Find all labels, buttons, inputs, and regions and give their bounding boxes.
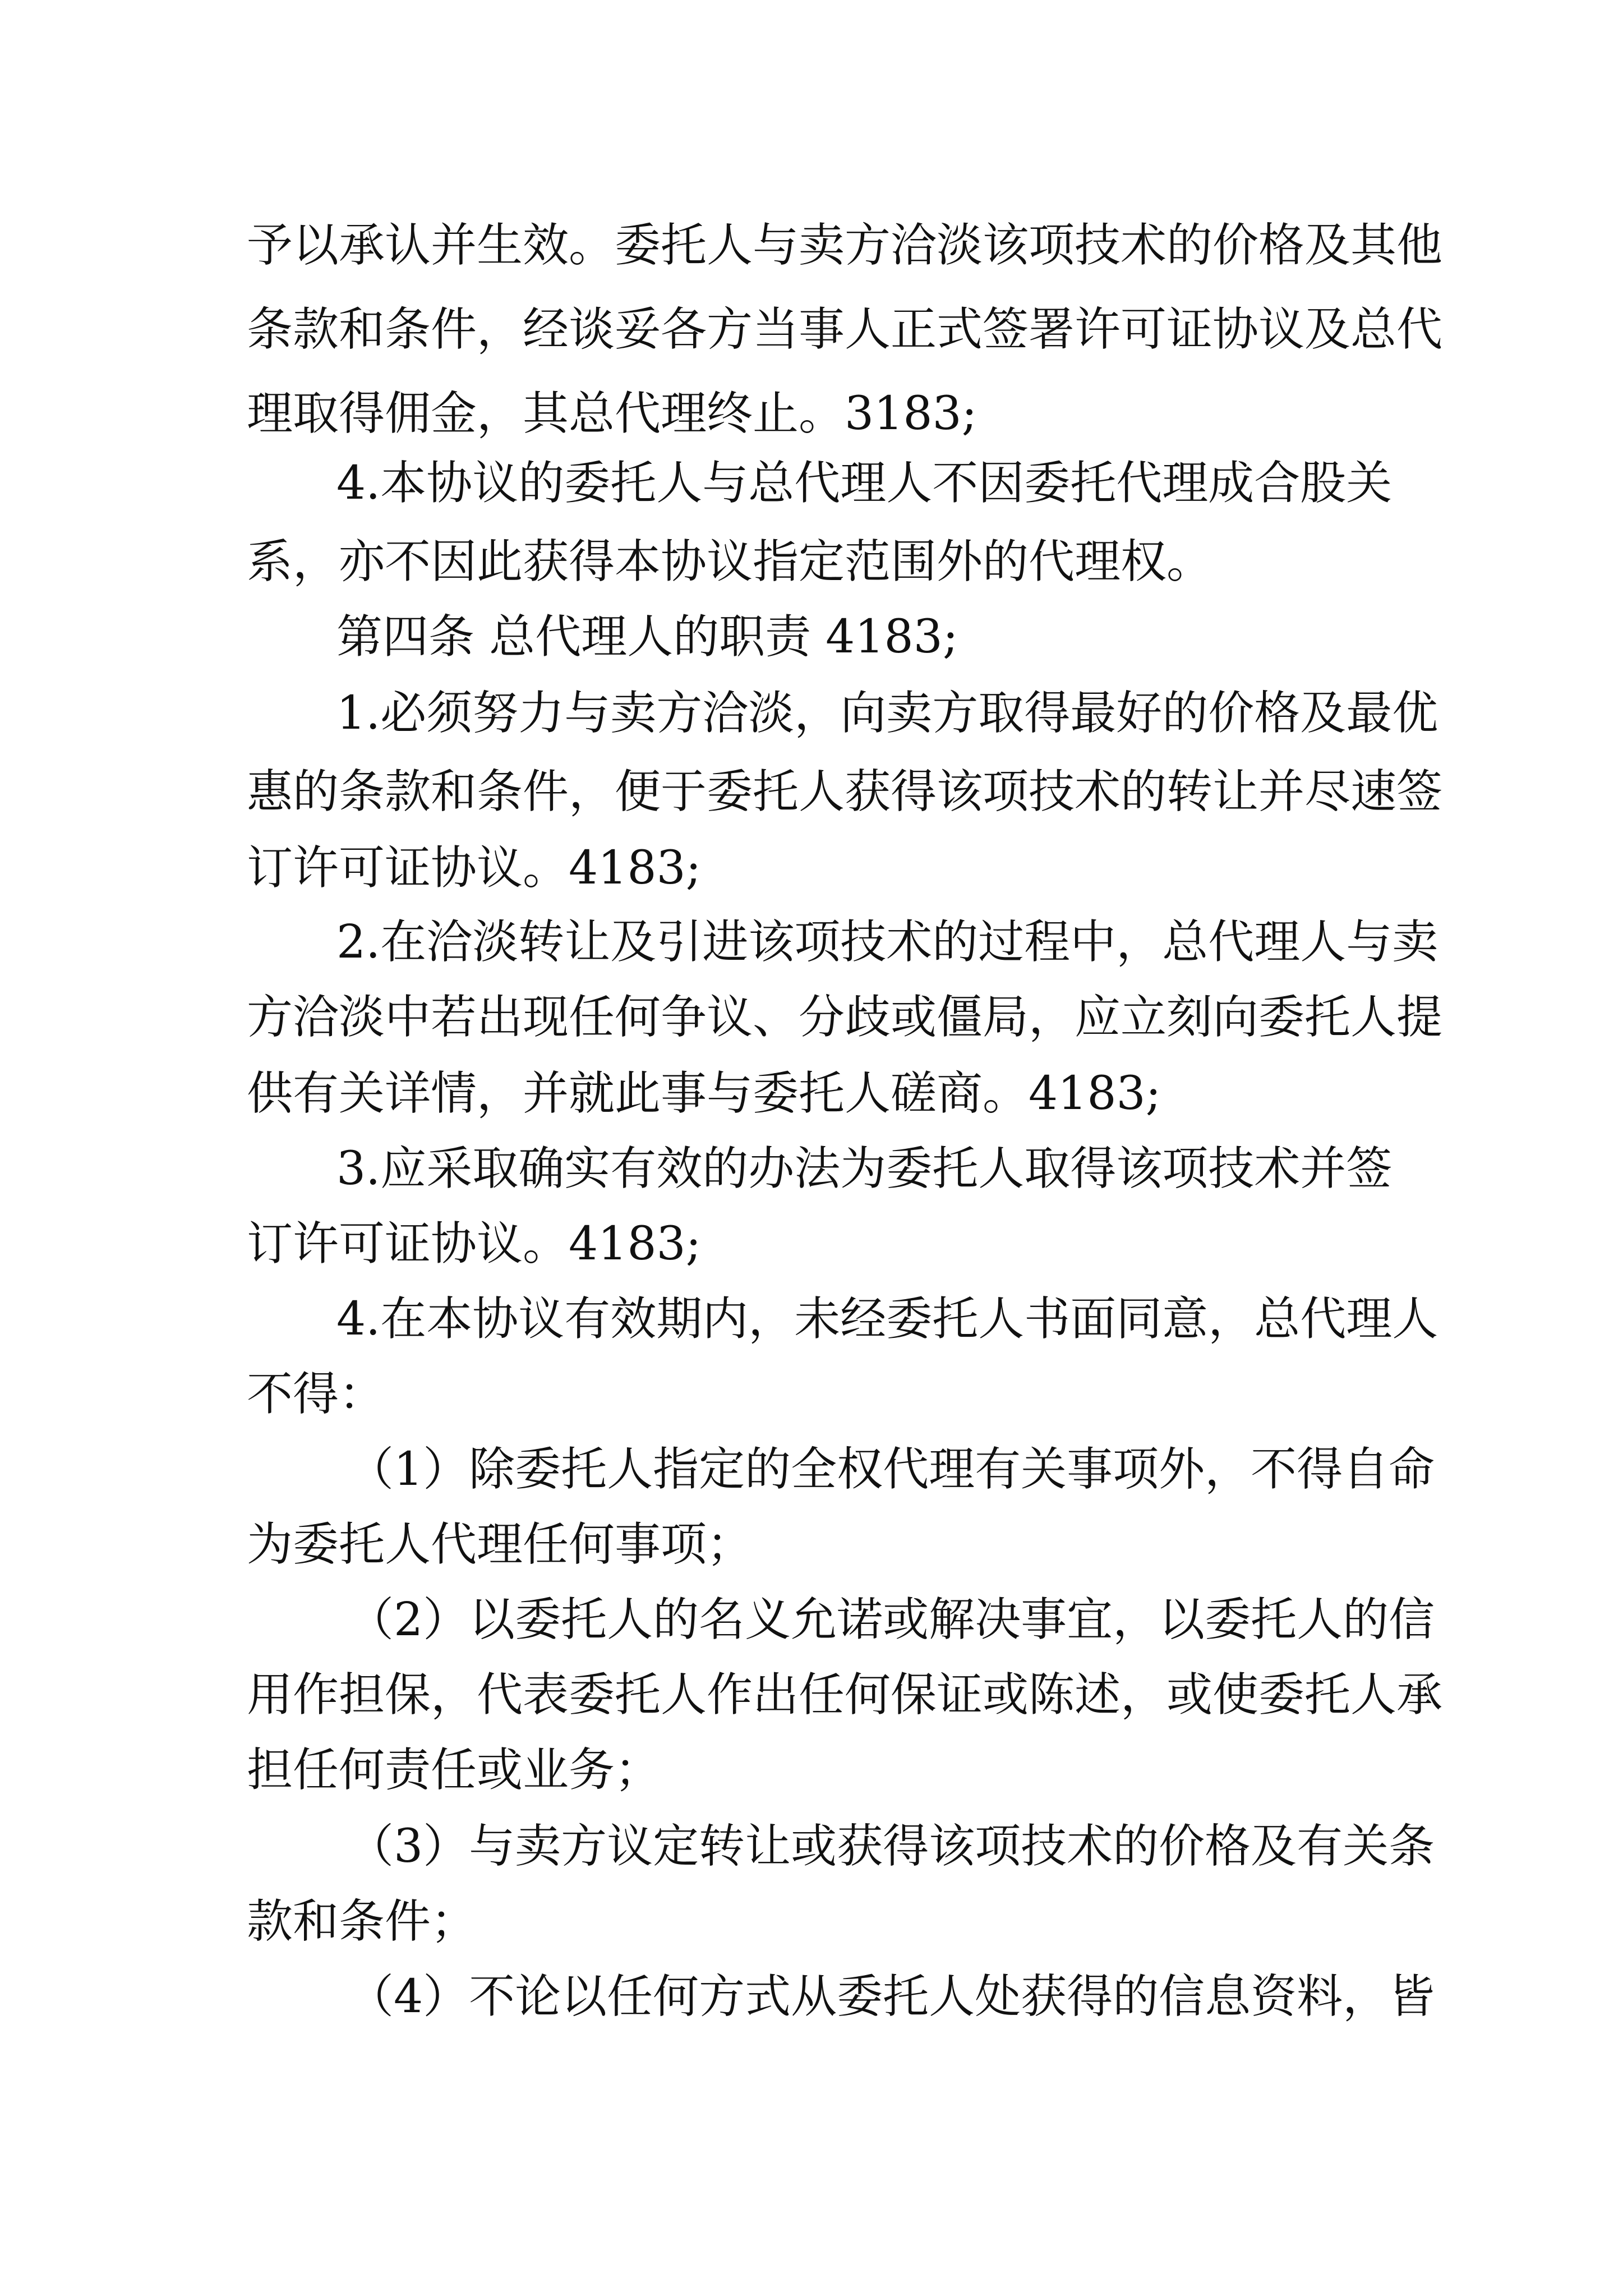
text-line: 方洽淡中若出现任何争议、分歧或僵局，应立刻向委托人提 — [247, 991, 1443, 1044]
text-line: 予以承认并生效。委托人与卖方洽淡该项技术的价格及其他 — [247, 219, 1443, 272]
text-line: 条款和条件，经谈妥各方当事人正式签署许可证协议及总代 — [247, 303, 1443, 356]
text-line: 用作担保，代表委托人作出任何保证或陈述，或使委托人承 — [247, 1668, 1443, 1722]
text-line: 不得： — [247, 1368, 385, 1421]
text-line: 4.本协议的委托人与总代理人不因委托代理成合股关 — [336, 457, 1393, 510]
text-line: 1.必须努力与卖方洽淡，向卖方取得最好的价格及最优 — [336, 687, 1438, 740]
section-heading: 第四条 总代理人的职责 4183; — [336, 610, 958, 664]
text-line: 理取得佣金，其总代理终止。3183; — [247, 387, 978, 440]
text-line: 为委托人代理任何事项； — [247, 1518, 753, 1571]
text-line: 惠的条款和条件，便于委托人获得该项技术的转让并尽速签 — [247, 765, 1443, 818]
text-line: 订许可证协议。4183; — [247, 841, 702, 895]
list-item: （2）以委托人的名义允诺或解决事宜，以委托人的信 — [348, 1593, 1435, 1646]
text-line: 4.在本协议有效期内，未经委托人书面同意，总代理人 — [336, 1292, 1438, 1346]
text-line: 系，亦不因此获得本协议指定范围外的代理权。 — [247, 535, 1213, 588]
text-line: 3.应采取确实有效的办法为委托人取得该项技术并签 — [336, 1142, 1393, 1195]
text-line: 订许可证协议。4183; — [247, 1217, 702, 1271]
text-line: 款和条件； — [247, 1895, 477, 1948]
text-line: 担任何责任或业务； — [247, 1743, 661, 1797]
list-item: （4）不论以任何方式从委托人处获得的信息资料，皆 — [348, 1970, 1435, 2023]
text-line: 供有关详情，并就此事与委托人磋商。4183; — [247, 1067, 1161, 1120]
list-item: （3）与卖方议定转让或获得该项技术的价格及有关条 — [348, 1820, 1435, 1873]
text-line: 2.在洽淡转让及引进该项技术的过程中，总代理人与卖 — [336, 915, 1438, 969]
list-item: （1）除委托人指定的全权代理有关事项外，不得自命 — [348, 1443, 1435, 1496]
